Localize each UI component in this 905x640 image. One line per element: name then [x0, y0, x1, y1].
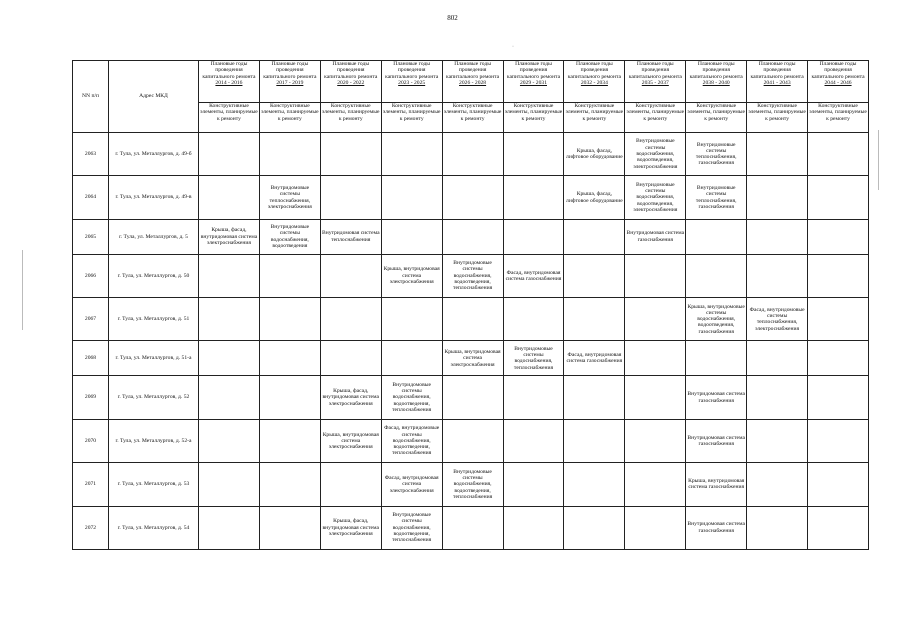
- page-number: 802: [447, 14, 458, 22]
- planned-work-cell: [564, 463, 625, 506]
- period-years: 2044 - 2046: [824, 79, 852, 86]
- column-header-elements: Конструктивные элементы, планируемые к ремонту: [564, 103, 625, 133]
- planned-work-cell: [199, 254, 260, 297]
- planned-work-text: Внутридомовая система газоснабжения: [687, 521, 745, 534]
- row-address: г. Тула, ул. Металлургов, д. 49-в: [109, 176, 199, 219]
- period-years: 2014 - 2016: [215, 79, 243, 86]
- planned-work-text: Внутридомовая система газоснабжения: [626, 230, 685, 243]
- planned-work-cell: [564, 133, 625, 176]
- planned-work-cell: [564, 298, 625, 341]
- planned-work-cell: [503, 176, 564, 219]
- planned-work-cell: [625, 176, 686, 219]
- planned-work-cell: [259, 506, 320, 549]
- row-address: г. Тула, ул. Металлургов, д. 52: [109, 376, 199, 419]
- planned-work-cell: [503, 219, 564, 254]
- planned-work-cell: [808, 298, 869, 341]
- column-header-period: [564, 61, 625, 103]
- planned-work-cell: [625, 463, 686, 506]
- period-label: Плановые годы проведения капитального ремонта: [385, 61, 439, 80]
- scan-speck: ·: [512, 44, 514, 50]
- planned-work-cell: [381, 463, 442, 506]
- planned-work-cell: [442, 506, 503, 549]
- planned-work-cell: [625, 341, 686, 376]
- planned-work-text: Внутридомовые системы водоснабжения, водоотведения, теплоснабжения: [392, 512, 432, 544]
- planned-work-cell: [686, 254, 747, 297]
- column-header-period: [381, 61, 442, 103]
- planned-work-cell: [564, 506, 625, 549]
- planned-work-cell: [564, 219, 625, 254]
- planned-work-text: Фасад, внутридомовая система газоснабжения: [566, 352, 623, 365]
- planned-work-text: Внутридомовые системы водоснабжения, водоотведения, теплоснабжения: [453, 260, 493, 292]
- planned-work-text: Крыша, фасад, лифтовое оборудование: [566, 147, 623, 161]
- planned-work-cell: [320, 219, 381, 254]
- planned-work-cell: [442, 219, 503, 254]
- column-header-nn: NN п/п: [73, 61, 109, 133]
- planned-work-cell: [625, 376, 686, 419]
- planned-work-cell: [381, 341, 442, 376]
- period-label: Плановые годы проведения капитального ремонта: [324, 61, 378, 80]
- row-number: 2071: [73, 463, 109, 506]
- planned-work-cell: [625, 419, 686, 462]
- planned-work-cell: [625, 219, 686, 254]
- planned-work-cell: [686, 506, 747, 549]
- planned-work-cell: [747, 376, 808, 419]
- table-row: [73, 298, 869, 341]
- planned-work-text: Внутридомовая система газоснабжения: [687, 391, 745, 404]
- planned-work-cell: [808, 219, 869, 254]
- planned-work-cell: [320, 463, 381, 506]
- row-number: 2072: [73, 506, 109, 549]
- planned-work-cell: [320, 298, 381, 341]
- row-number: 2067: [73, 298, 109, 341]
- row-address: г. Тула, ул. Металлургов, д. 50: [109, 254, 199, 297]
- planned-work-cell: [564, 376, 625, 419]
- planned-work-cell: [503, 133, 564, 176]
- planned-work-cell: [686, 133, 747, 176]
- column-header-elements: Конструктивные элементы, планируемые к ремонту: [442, 103, 503, 133]
- table-row: [73, 176, 869, 219]
- period-years: 2032 - 2034: [580, 79, 608, 86]
- row-address: г. Тула, ул. Металлургов, д. 52-а: [109, 419, 199, 462]
- planned-work-cell: [564, 176, 625, 219]
- planned-work-text: Крыша, внутридомовая система электроснабжения: [322, 431, 379, 451]
- column-header-period: [259, 61, 320, 103]
- period-years: 2038 - 2040: [702, 79, 730, 86]
- row-number: 2069: [73, 376, 109, 419]
- column-header-period: [747, 61, 808, 103]
- planned-work-text: Внутридомовые системы водоснабжения, водоотведения, электроснабжения: [633, 181, 678, 213]
- period-years: 2017 - 2019: [276, 79, 304, 86]
- column-header-period: [686, 61, 747, 103]
- column-header-elements: Конструктивные элементы, планируемые к ремонту: [747, 103, 808, 133]
- planned-work-text: Внутридомовые системы теплоснабжения, газоснабжения: [695, 184, 737, 210]
- planned-work-cell: [808, 133, 869, 176]
- planned-work-cell: [199, 506, 260, 549]
- planned-work-cell: [199, 133, 260, 176]
- planned-work-cell: [686, 219, 747, 254]
- period-label: Плановые годы проведения капитального ремонта: [263, 61, 317, 80]
- planned-work-cell: [442, 419, 503, 462]
- planned-work-cell: [381, 133, 442, 176]
- planned-work-cell: [199, 341, 260, 376]
- period-label: Плановые годы проведения капитального ремонта: [628, 61, 682, 80]
- column-header-elements: Конструктивные элементы, планируемые к ремонту: [199, 103, 260, 133]
- row-number: 2068: [73, 341, 109, 376]
- planned-work-cell: [808, 419, 869, 462]
- column-header-elements: Конструктивные элементы, планируемые к ремонту: [503, 103, 564, 133]
- table-row: [73, 341, 869, 376]
- table-row: [73, 463, 869, 506]
- column-header-elements: Конструктивные элементы, планируемые к ремонту: [259, 103, 320, 133]
- planned-work-cell: [747, 176, 808, 219]
- planned-work-cell: [259, 176, 320, 219]
- column-header-elements: Конструктивные элементы, планируемые к ремонту: [686, 103, 747, 133]
- row-number: 2066: [73, 254, 109, 297]
- planned-work-text: Фасад, внутридомовые системы теплоснабжения, электроснабжения: [749, 306, 805, 332]
- planned-work-cell: [320, 341, 381, 376]
- planned-work-text: Крыша, фасад, внутридомовая система электроснабжения: [322, 518, 380, 537]
- column-header-elements: Конструктивные элементы, планируемые к ремонту: [320, 103, 381, 133]
- planned-work-cell: [381, 254, 442, 297]
- row-address: г. Тула, ул. Металлургов, д. 53: [109, 463, 199, 506]
- planned-work-text: Внутридомовая система теплоснабжения: [321, 230, 380, 243]
- planned-work-cell: [686, 463, 747, 506]
- planned-work-cell: [564, 419, 625, 462]
- planned-work-text: Фасад, внутридомовая система электроснабжения: [384, 474, 439, 494]
- column-header-period: [199, 61, 260, 103]
- planned-work-cell: [747, 419, 808, 462]
- period-years: 2041 - 2043: [763, 79, 791, 86]
- period-years: 2029 - 2031: [519, 79, 547, 86]
- planned-work-cell: [259, 298, 320, 341]
- table-row: [73, 376, 869, 419]
- planned-work-text: Внутридомовая система газоснабжения: [687, 434, 745, 447]
- period-years: 2020 - 2022: [337, 79, 365, 86]
- planned-work-cell: [320, 506, 381, 549]
- planned-work-cell: [625, 506, 686, 549]
- row-address: г. Тула, ул. Металлургов, д. 54: [109, 506, 199, 549]
- planned-work-text: Крыша, фасад, внутридомовая система электроснабжения: [322, 388, 380, 407]
- planned-work-text: Внутридомовые системы теплоснабжения, газоснабжения: [695, 141, 737, 167]
- period-label: Плановые годы проведения капитального ремонта: [202, 61, 256, 80]
- column-header-period: [625, 61, 686, 103]
- table-body: [73, 133, 869, 550]
- planned-work-cell: [442, 298, 503, 341]
- planned-work-cell: [808, 463, 869, 506]
- column-header-elements: Конструктивные элементы, планируемые к ремонту: [625, 103, 686, 133]
- row-address: г. Тула, ул. Металлургов, д. 51: [109, 298, 199, 341]
- planned-work-cell: [320, 176, 381, 219]
- planned-work-cell: [503, 298, 564, 341]
- planned-work-cell: [686, 298, 747, 341]
- planned-work-cell: [381, 506, 442, 549]
- scan-artifact-line: [22, 250, 23, 330]
- table-row: [73, 133, 869, 176]
- planned-work-cell: [199, 463, 260, 506]
- planned-work-cell: [564, 341, 625, 376]
- planned-work-cell: [808, 376, 869, 419]
- planned-work-text: Крыша, внутридомовая система газоснабжения: [688, 478, 745, 491]
- planned-work-cell: [503, 376, 564, 419]
- planned-work-cell: [747, 341, 808, 376]
- planned-work-cell: [808, 341, 869, 376]
- planned-work-cell: [259, 463, 320, 506]
- row-number: 2070: [73, 419, 109, 462]
- period-label: Плановые годы проведения капитального ремонта: [506, 61, 561, 80]
- period-label: Плановые годы проведения капитального ремонта: [567, 61, 621, 80]
- planned-work-cell: [259, 419, 320, 462]
- period-label: Плановые годы проведения капитального ремонта: [811, 61, 865, 80]
- planned-work-cell: [686, 176, 747, 219]
- planned-work-cell: [442, 133, 503, 176]
- planned-work-cell: [259, 133, 320, 176]
- planned-work-cell: [199, 176, 260, 219]
- row-number: 2065: [73, 219, 109, 254]
- planned-work-cell: [320, 419, 381, 462]
- planned-work-text: Крыша, внутридомовая система электроснабжения: [383, 266, 440, 286]
- planned-work-cell: [503, 463, 564, 506]
- planned-work-cell: [320, 376, 381, 419]
- planned-work-cell: [625, 298, 686, 341]
- planned-work-text: Крыша, внутридомовые системы водоснабжения, водоотведения, газоснабжения: [687, 303, 745, 335]
- planned-work-cell: [564, 254, 625, 297]
- planned-work-cell: [442, 176, 503, 219]
- planned-work-text: Внутридомовые системы водоснабжения, водоотведения: [270, 224, 310, 250]
- planned-work-cell: [625, 133, 686, 176]
- planned-work-cell: [503, 254, 564, 297]
- planned-work-cell: [381, 176, 442, 219]
- planned-work-cell: [747, 254, 808, 297]
- row-address: г. Тула, ул. Металлургов, д. 49-б: [109, 133, 199, 176]
- period-years: 2035 - 2037: [641, 79, 669, 86]
- planned-work-text: Внутридомовые системы водоснабжения, водоотведения, теплоснабжения: [392, 381, 432, 414]
- planned-work-text: Крыша, фасад, внутридомовая система электроснабжения: [200, 227, 258, 246]
- planned-work-cell: [199, 298, 260, 341]
- planned-work-cell: [442, 341, 503, 376]
- planned-work-cell: [747, 298, 808, 341]
- planned-work-cell: [747, 133, 808, 176]
- period-years: 2023 - 2025: [398, 79, 426, 86]
- planned-work-cell: [259, 219, 320, 254]
- column-header-period: [320, 61, 381, 103]
- planned-work-cell: [199, 419, 260, 462]
- column-header-period: [442, 61, 503, 103]
- planned-work-cell: [442, 376, 503, 419]
- planned-work-cell: [381, 419, 442, 462]
- planned-work-text: Внутридомовые системы водоснабжения, теплоснабжения: [513, 345, 554, 371]
- planned-work-cell: [199, 219, 260, 254]
- planned-work-cell: [442, 463, 503, 506]
- row-number: 2063: [73, 133, 109, 176]
- planned-work-cell: [503, 341, 564, 376]
- planned-work-text: Внутридомовые системы водоснабжения, водоотведения, электроснабжения: [633, 138, 678, 170]
- table-row: [73, 419, 869, 462]
- planned-work-cell: [686, 341, 747, 376]
- planned-work-cell: [259, 376, 320, 419]
- capital-repair-schedule-table: [72, 60, 869, 550]
- planned-work-text: Фасад, внутридомовая система газоснабжения: [505, 269, 562, 282]
- planned-work-cell: [199, 376, 260, 419]
- planned-work-cell: [686, 419, 747, 462]
- planned-work-cell: [442, 254, 503, 297]
- row-number: 2064: [73, 176, 109, 219]
- planned-work-cell: [625, 254, 686, 297]
- table-row: [73, 506, 869, 549]
- planned-work-cell: [808, 506, 869, 549]
- period-years: 2026 - 2028: [459, 79, 487, 86]
- row-address: г. Тула, ул. Металлургов, д. 5: [109, 219, 199, 254]
- table-row: [73, 219, 869, 254]
- period-label: Плановые годы проведения капитального ремонта: [445, 61, 500, 80]
- column-header-elements: Конструктивные элементы, планируемые к ремонту: [381, 103, 442, 133]
- planned-work-cell: [808, 254, 869, 297]
- planned-work-cell: [320, 254, 381, 297]
- planned-work-cell: [259, 254, 320, 297]
- planned-work-text: Крыша, внутридомовая система электроснабжения: [444, 349, 501, 368]
- table-row: [73, 254, 869, 297]
- column-header-period: [503, 61, 564, 103]
- column-header-elements: Конструктивные элементы, планируемые к ремонту: [808, 103, 869, 133]
- column-header-address: Адрес МКД: [109, 61, 199, 133]
- planned-work-cell: [381, 219, 442, 254]
- planned-work-text: Крыша, фасад, лифтовое оборудование: [566, 191, 623, 204]
- planned-work-cell: [503, 506, 564, 549]
- planned-work-text: Внутридомовые системы теплоснабжения, электроснабжения: [267, 184, 312, 210]
- column-header-period: [808, 61, 869, 103]
- planned-work-cell: [259, 341, 320, 376]
- period-label: Плановые годы проведения капитального ремонта: [750, 61, 804, 80]
- planned-work-cell: [320, 133, 381, 176]
- planned-work-cell: [381, 298, 442, 341]
- period-label: Плановые годы проведения капитального ремонта: [689, 61, 743, 80]
- planned-work-cell: [686, 376, 747, 419]
- planned-work-cell: [808, 176, 869, 219]
- planned-work-cell: [747, 506, 808, 549]
- table-header: [73, 61, 869, 133]
- planned-work-text: Внутридомовые системы водоснабжения, водоотведения, теплоснабжения: [453, 468, 493, 500]
- planned-work-cell: [747, 219, 808, 254]
- planned-work-cell: [503, 419, 564, 462]
- planned-work-cell: [747, 463, 808, 506]
- scan-artifact-line: [878, 130, 879, 190]
- planned-work-text: Фасад, внутридомовые системы водоснабжения, водоотведения, теплоснабжения: [384, 425, 440, 457]
- row-address: г. Тула, ул. Металлургов, д. 51-а: [109, 341, 199, 376]
- planned-work-cell: [381, 376, 442, 419]
